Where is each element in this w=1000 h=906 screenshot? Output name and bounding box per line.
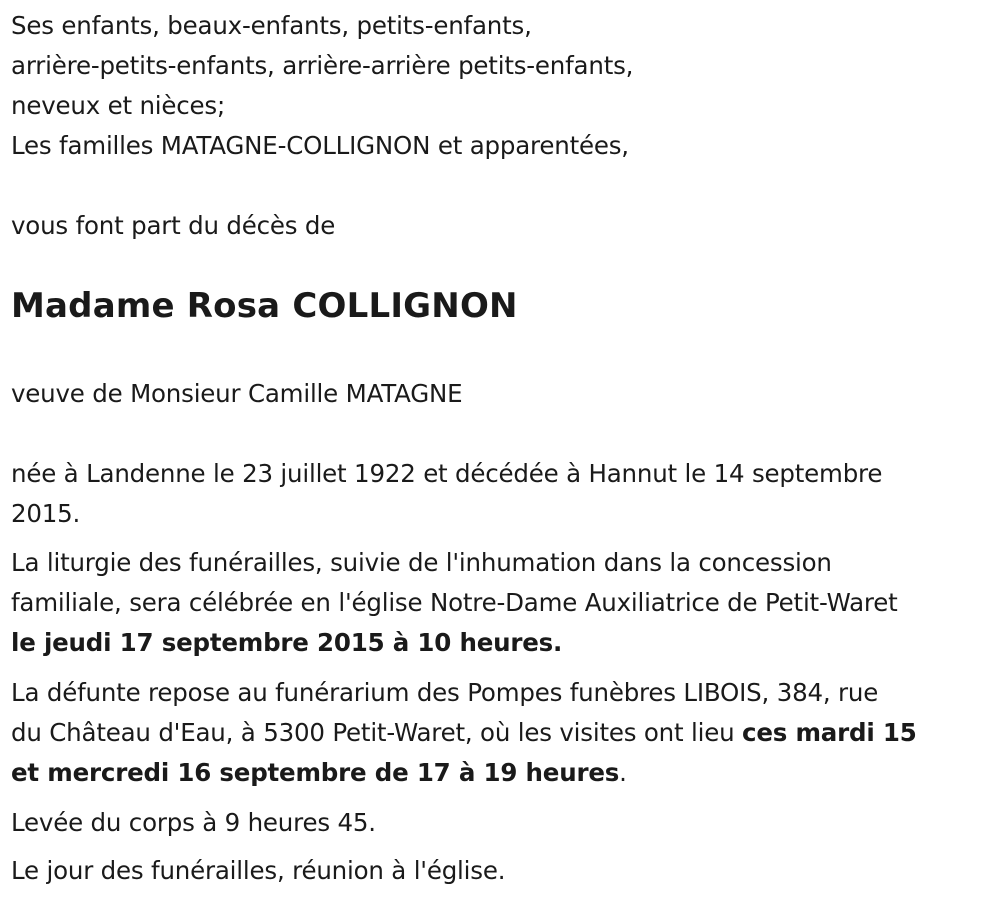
viewing-days-start: ces mardi 15 [742,718,917,747]
liturgy-date-time: le jeudi 17 septembre 2015 à 10 heures. [11,628,563,657]
deceased-name: Madame Rosa COLLIGNON [11,286,518,326]
liturgy-line-1: La liturgie des funérailles, suivie de l'inhumation dans la concession [11,548,832,577]
announcement: vous font part du décès de [11,211,336,240]
birth-death-line-2: 2015. [11,499,81,528]
liturgy-line-2: familiale, sera célébrée en l'église Notre-Dame Auxiliatrice de Petit-Waret [11,588,898,617]
levee-du-corps: Levée du corps à 9 heures 45. [11,808,376,837]
viewing-line-3 [11,753,917,793]
viewing-days-end: et mercredi 16 septembre de 17 à 19 heures [11,758,620,787]
viewing-line-2 [11,713,917,753]
widow-of: veuve de Monsieur Camille MATAGNE [11,379,463,408]
viewing-line-3-end: . [619,758,627,787]
intro-line-nephews: neveux et nièces; [11,91,226,120]
liturgy-paragraph [11,543,898,663]
gathering-note: Le jour des funérailles, réunion à l'église. [11,856,506,885]
viewing-paragraph [11,673,917,793]
intro-line-children: Ses enfants, beaux-enfants, petits-enfants, [11,11,532,40]
birth-death-paragraph [11,454,882,534]
intro-line-families: Les familles MATAGNE-COLLIGNON et apparentées, [11,131,629,160]
viewing-line-2-text: du Château d'Eau, à 5300 Petit-Waret, où les visites ont lieu [11,718,743,747]
birth-death-line-1: née à Landenne le 23 juillet 1922 et décédée à Hannut le 14 septembre [11,459,883,488]
family-intro [11,6,633,166]
intro-line-great-grandchildren: arrière-petits-enfants, arrière-arrière petits-enfants, [11,51,634,80]
viewing-line-1: La défunte repose au funérarium des Pompes funèbres LIBOIS, 384, rue [11,678,879,707]
